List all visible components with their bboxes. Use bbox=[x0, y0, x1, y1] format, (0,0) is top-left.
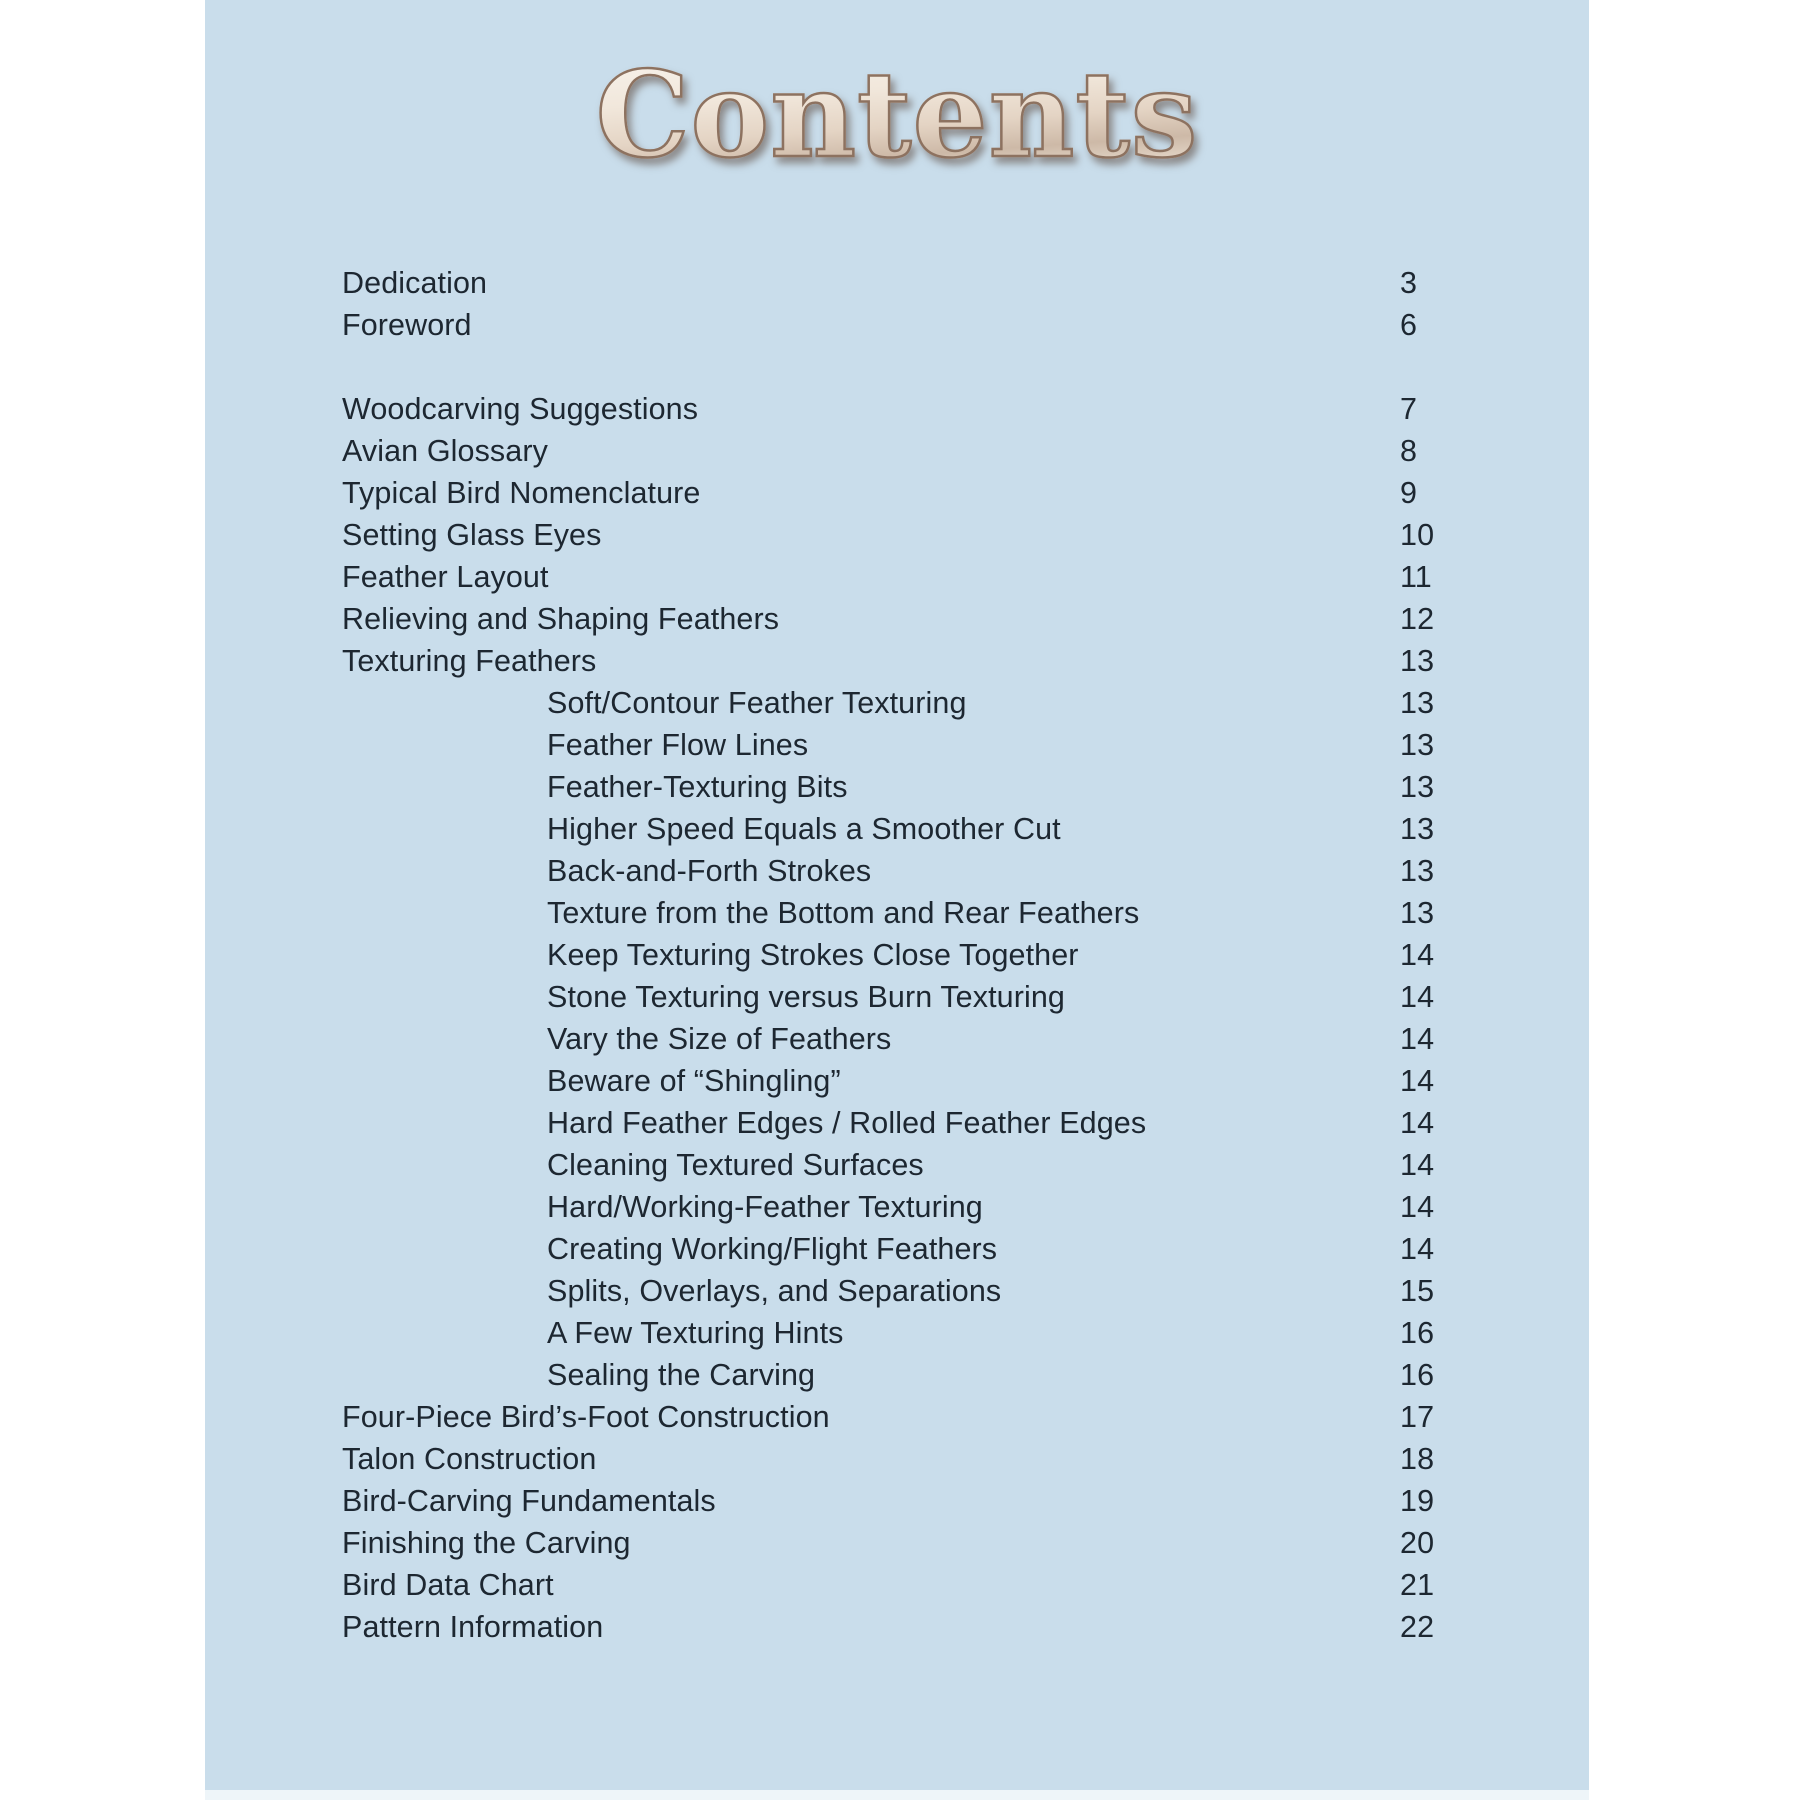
toc-entry-label: Cleaning Textured Surfaces bbox=[547, 1148, 924, 1182]
toc-entry-page-number: 8 bbox=[1400, 434, 1418, 468]
toc-entry-label: Feather Flow Lines bbox=[547, 728, 809, 762]
toc-entry-page-number: 21 bbox=[1400, 1568, 1435, 1602]
toc-entry-label: Beware of “Shingling” bbox=[547, 1064, 841, 1098]
toc-entry-page-number: 14 bbox=[1400, 1232, 1435, 1266]
toc-row bbox=[342, 1144, 1492, 1186]
toc-entry-page-number: 15 bbox=[1400, 1274, 1435, 1308]
toc-entry-label: Bird Data Chart bbox=[342, 1568, 554, 1602]
toc-entry-page-number: 18 bbox=[1400, 1442, 1435, 1476]
toc-row bbox=[342, 1102, 1492, 1144]
toc-entry-page-number: 13 bbox=[1400, 728, 1435, 762]
toc-entry-label: Sealing the Carving bbox=[547, 1358, 816, 1392]
toc-row bbox=[342, 1480, 1492, 1522]
toc-entry-label: A Few Texturing Hints bbox=[547, 1316, 844, 1350]
toc-row bbox=[342, 640, 1492, 682]
toc-entry-label: Finishing the Carving bbox=[342, 1526, 631, 1560]
toc-entry-label: Setting Glass Eyes bbox=[342, 518, 602, 552]
toc-entry-page-number: 13 bbox=[1400, 896, 1435, 930]
toc-entry-page-number: 20 bbox=[1400, 1526, 1435, 1560]
toc-entry-page-number: 9 bbox=[1400, 476, 1418, 510]
toc-entry-page-number: 14 bbox=[1400, 1064, 1435, 1098]
toc-entry-label: Talon Construction bbox=[342, 1442, 597, 1476]
toc-row bbox=[342, 1438, 1492, 1480]
page-bottom-edge bbox=[205, 1790, 1589, 1800]
toc-row bbox=[342, 1186, 1492, 1228]
toc-entry-label: Pattern Information bbox=[342, 1610, 604, 1644]
toc-entry-label: Hard/Working-Feather Texturing bbox=[547, 1190, 983, 1224]
toc-row bbox=[342, 934, 1492, 976]
toc-row bbox=[342, 808, 1492, 850]
toc-entry-page-number: 14 bbox=[1400, 1190, 1435, 1224]
toc-entry-label: Dedication bbox=[342, 266, 488, 300]
toc-entry-page-number: 13 bbox=[1400, 770, 1435, 804]
toc-entry-label: Keep Texturing Strokes Close Together bbox=[547, 938, 1079, 972]
toc-row bbox=[342, 388, 1492, 430]
toc-entry-page-number: 12 bbox=[1400, 602, 1435, 636]
toc-entry-label: Bird-Carving Fundamentals bbox=[342, 1484, 716, 1518]
toc-entry-label: Soft/Contour Feather Texturing bbox=[547, 686, 967, 720]
toc-entry-page-number: 13 bbox=[1400, 812, 1435, 846]
toc-entry-page-number: 14 bbox=[1400, 980, 1435, 1014]
toc-row bbox=[342, 850, 1492, 892]
toc-row bbox=[342, 262, 1492, 304]
toc-entry-label: Higher Speed Equals a Smoother Cut bbox=[547, 812, 1061, 846]
toc-entry-page-number: 16 bbox=[1400, 1358, 1435, 1392]
toc-entry-label: Woodcarving Suggestions bbox=[342, 392, 699, 426]
toc-entry-page-number: 7 bbox=[1400, 392, 1418, 426]
toc-entry-label: Foreword bbox=[342, 308, 472, 342]
toc-entry-page-number: 11 bbox=[1400, 560, 1432, 594]
toc-row bbox=[342, 514, 1492, 556]
toc-entry-page-number: 17 bbox=[1400, 1400, 1435, 1434]
toc-entry-label: Four-Piece Bird’s-Foot Construction bbox=[342, 1400, 830, 1434]
toc-entry-label: Splits, Overlays, and Separations bbox=[547, 1274, 1002, 1308]
contents-title: Contents bbox=[205, 50, 1589, 180]
toc-row bbox=[342, 724, 1492, 766]
toc-entry-page-number: 14 bbox=[1400, 1148, 1435, 1182]
toc-entry-label: Texture from the Bottom and Rear Feathers bbox=[547, 896, 1140, 930]
toc-entry-label: Texturing Feathers bbox=[342, 644, 597, 678]
toc-row bbox=[342, 1396, 1492, 1438]
toc-row bbox=[342, 1606, 1492, 1648]
toc-row bbox=[342, 1522, 1492, 1564]
toc-row bbox=[342, 430, 1492, 472]
toc-row bbox=[342, 556, 1492, 598]
toc-entry-label: Avian Glossary bbox=[342, 434, 548, 468]
toc-entry-page-number: 3 bbox=[1400, 266, 1418, 300]
toc-entry-page-number: 16 bbox=[1400, 1316, 1435, 1350]
toc-entry-page-number: 13 bbox=[1400, 686, 1435, 720]
toc-row bbox=[342, 682, 1492, 724]
toc-entry-page-number: 13 bbox=[1400, 854, 1435, 888]
toc-row bbox=[342, 976, 1492, 1018]
toc-row bbox=[342, 1312, 1492, 1354]
toc-row bbox=[342, 472, 1492, 514]
toc-entry-page-number: 19 bbox=[1400, 1484, 1435, 1518]
toc-row bbox=[342, 598, 1492, 640]
toc-entry-page-number: 13 bbox=[1400, 644, 1435, 678]
toc-row bbox=[342, 1060, 1492, 1102]
toc-entry-label: Typical Bird Nomenclature bbox=[342, 476, 701, 510]
toc-row bbox=[342, 766, 1492, 808]
toc-entry-page-number: 6 bbox=[1400, 308, 1418, 342]
toc-entry-label: Feather-Texturing Bits bbox=[547, 770, 848, 804]
toc-row bbox=[342, 1564, 1492, 1606]
toc-row bbox=[342, 304, 1492, 346]
toc-entry-label: Vary the Size of Feathers bbox=[547, 1022, 892, 1056]
toc-entry-label: Stone Texturing versus Burn Texturing bbox=[547, 980, 1065, 1014]
toc-entry-label: Feather Layout bbox=[342, 560, 549, 594]
toc-row bbox=[342, 1270, 1492, 1312]
toc-entry-page-number: 14 bbox=[1400, 1106, 1435, 1140]
toc-entry-page-number: 14 bbox=[1400, 938, 1435, 972]
toc-row bbox=[342, 892, 1492, 934]
toc-row bbox=[342, 1018, 1492, 1060]
toc-entry-label: Hard Feather Edges / Rolled Feather Edges bbox=[547, 1106, 1147, 1140]
toc-entry-label: Creating Working/Flight Feathers bbox=[547, 1232, 998, 1266]
toc-entry-page-number: 10 bbox=[1400, 518, 1435, 552]
toc-entry-page-number: 22 bbox=[1400, 1610, 1435, 1644]
toc-row bbox=[342, 1228, 1492, 1270]
toc-entry-page-number: 14 bbox=[1400, 1022, 1435, 1056]
toc-entry-label: Back-and-Forth Strokes bbox=[547, 854, 872, 888]
table-of-contents bbox=[342, 262, 1492, 1648]
toc-row bbox=[342, 1354, 1492, 1396]
toc-entry-label: Relieving and Shaping Feathers bbox=[342, 602, 780, 636]
